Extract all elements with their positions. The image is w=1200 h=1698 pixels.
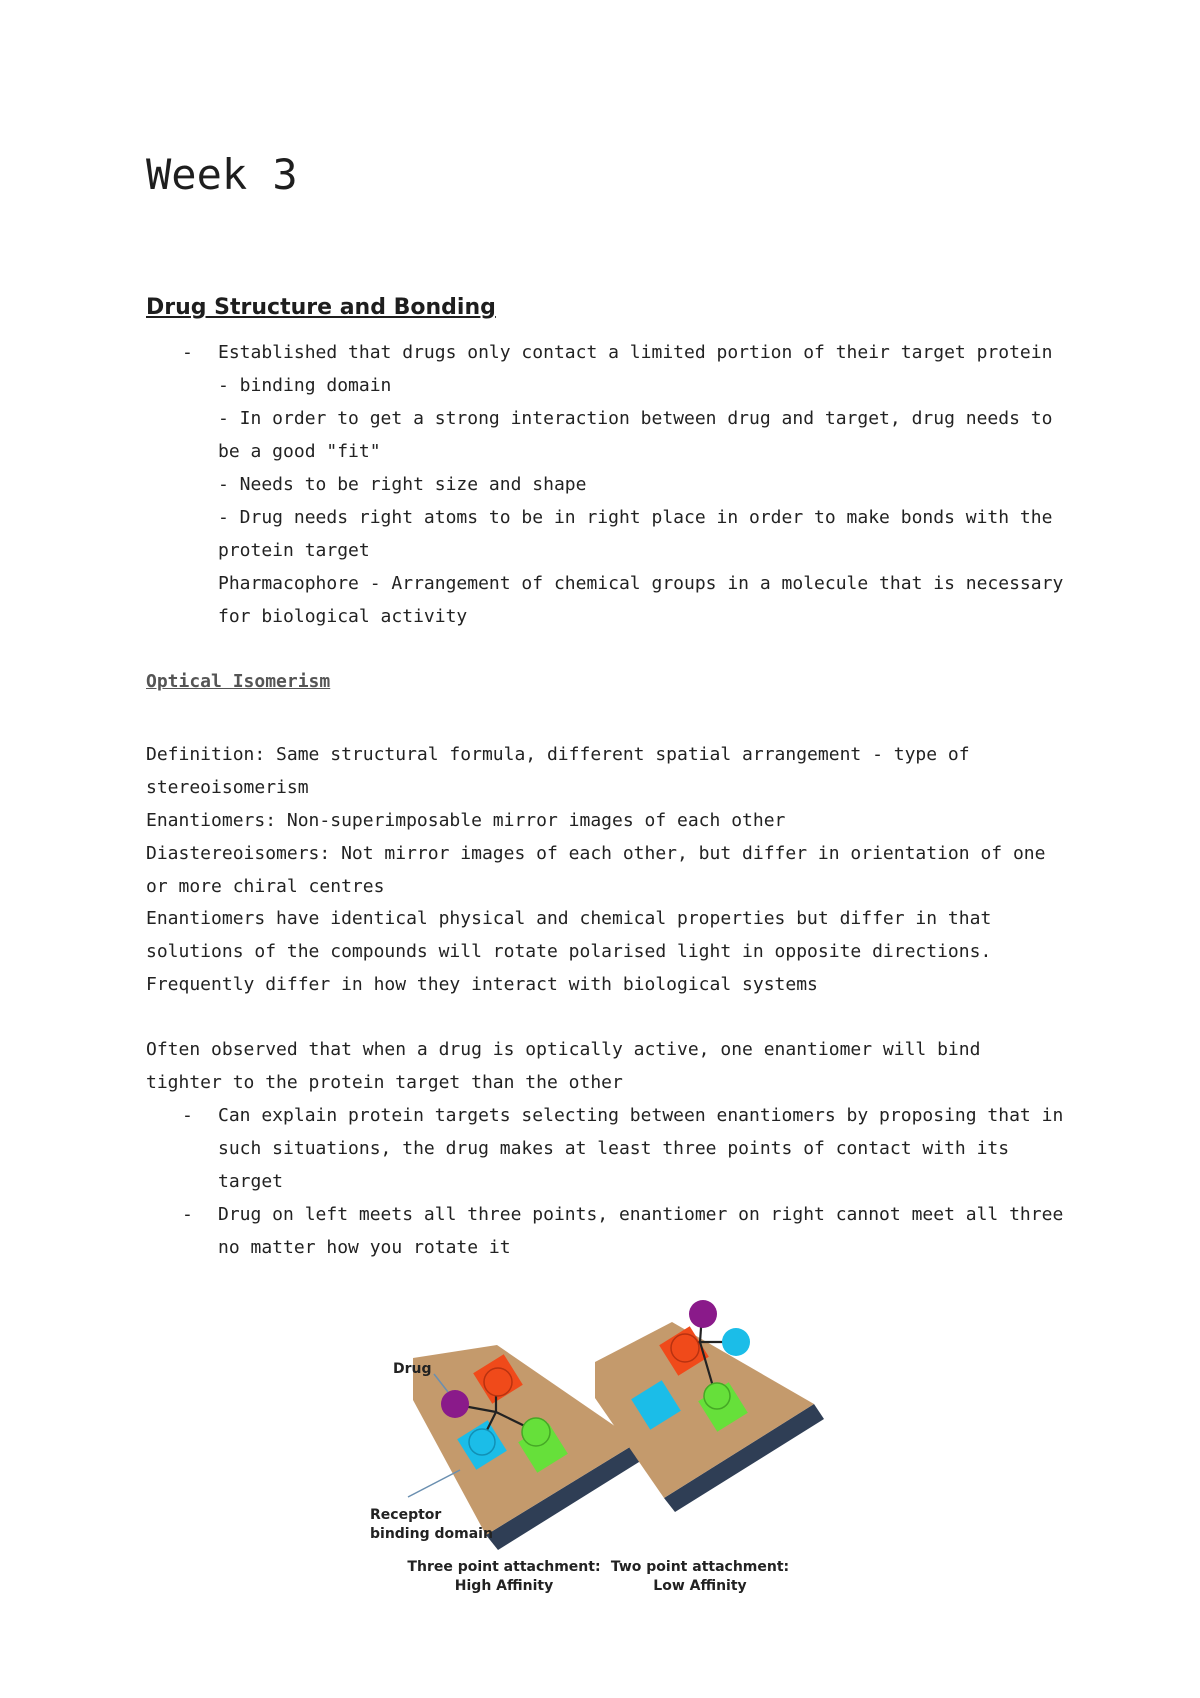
left-blue-atom — [469, 1429, 495, 1455]
receptor-pointer-line — [408, 1470, 460, 1497]
three-point-attachment-figure — [350, 1300, 950, 1605]
attachment-diagram — [350, 1300, 950, 1605]
paragraph-line: Enantiomers have identical physical and chemical properties but differ in that solutions of the compounds will rotate polarised light in opposite directions. — [146, 908, 992, 962]
binding-paragraph — [146, 1033, 1066, 1264]
properties-paragraph — [146, 902, 1066, 1001]
right-blue-atom — [722, 1328, 750, 1356]
binding-bullet-list — [146, 1099, 1066, 1264]
bullet-text: Can explain protein targets selecting between enantiomers by proposing that in such situations, the drug makes at least three points of contact with its target — [218, 1105, 1064, 1192]
list-item — [146, 1099, 1066, 1198]
definition-line: Definition: Same structural formula, different spatial arrangement - type of stereoisomerism — [146, 744, 970, 798]
bullet-text: Established that drugs only contact a limited portion of their target protein - binding domain — [218, 342, 1053, 396]
section-line: - Needs to be right size and shape — [218, 474, 587, 495]
receptor-label: binding domain — [370, 1526, 493, 1542]
bullet-dash: - — [182, 1204, 193, 1225]
left-purple-atom — [441, 1390, 469, 1418]
right-caption: Two point attachment: — [610, 1559, 790, 1575]
definition-line: Diastereoisomers: Not mirror images of each other, but differ in orientation of one or more chiral centres — [146, 843, 1046, 897]
right-receptor — [595, 1322, 824, 1512]
section-line: - Drug needs right atoms to be in right place in order to make bonds with the protein target — [218, 507, 1053, 561]
bullet-dash: - — [182, 342, 193, 363]
left-red-atom — [484, 1368, 512, 1396]
subheading-optical-isomerism: Optical Isomerism — [146, 671, 331, 692]
paragraph-line: Often observed that when a drug is optically active, one enantiomer will bind tighter to the protein target than the other — [146, 1039, 981, 1093]
drug-label: Drug — [393, 1361, 432, 1377]
paragraph-line: Frequently differ in how they interact with biological systems — [146, 974, 818, 995]
pharmacophore-definition: Pharmacophore - Arrangement of chemical groups in a molecule that is necessary for biological activity — [218, 573, 1064, 627]
left-green-atom — [522, 1418, 550, 1446]
right-caption: Low Affinity — [653, 1578, 747, 1594]
left-caption: Three point attachment: — [407, 1559, 601, 1575]
section-heading: Drug Structure and Bonding — [146, 295, 496, 320]
right-red-atom — [671, 1334, 699, 1362]
section-bullet-list — [146, 336, 1066, 402]
section-line: - In order to get a strong interaction between drug and target, drug needs to be a good "fit" — [218, 408, 1053, 462]
definition-line: Enantiomers: Non-superimposable mirror images of each other — [146, 810, 786, 831]
receptor-label: Receptor — [370, 1507, 442, 1523]
bullet-dash: - — [182, 1105, 193, 1126]
document-title: Week 3 — [146, 150, 298, 199]
right-purple-atom — [689, 1300, 717, 1328]
right-green-atom — [704, 1383, 730, 1409]
definitions-block — [146, 738, 1066, 903]
section-body — [146, 336, 1066, 633]
list-item — [146, 336, 1066, 402]
bullet-text: Drug on left meets all three points, enantiomer on right cannot meet all three no matter how you rotate it — [218, 1204, 1064, 1258]
list-item — [146, 1198, 1066, 1264]
left-caption: High Affinity — [454, 1578, 554, 1594]
